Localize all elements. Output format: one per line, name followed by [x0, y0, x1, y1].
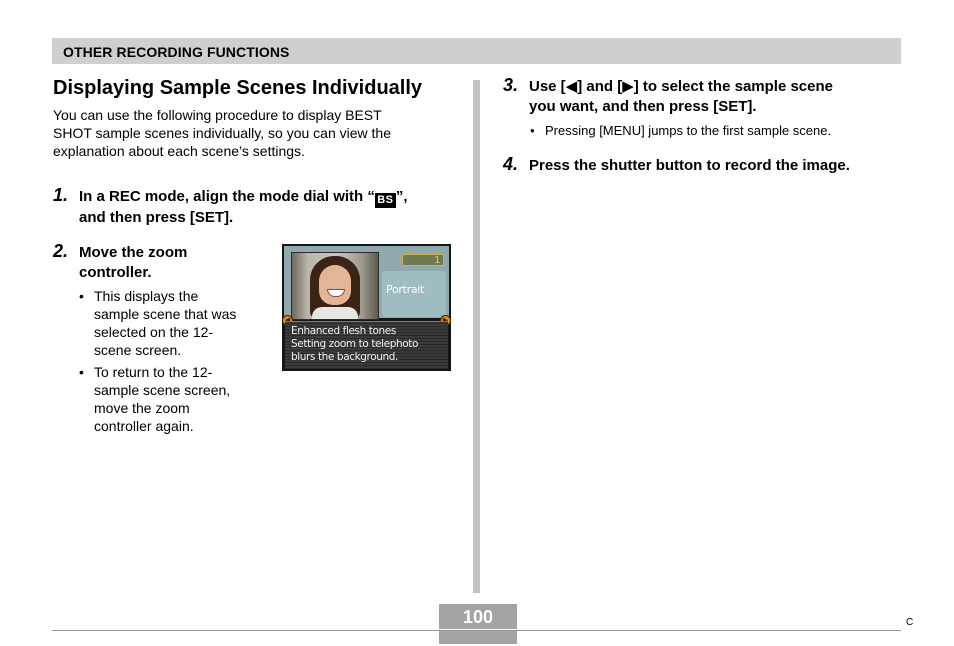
scene-description-line: Setting zoom to telephoto	[291, 338, 418, 350]
intro-line: explanation about each scene’s settings.	[53, 143, 305, 159]
step-2-bullet-1	[79, 287, 264, 359]
bullet-dot: •	[79, 288, 84, 304]
step-3-line: you want, and then press [SET].	[529, 98, 757, 115]
step-3-text	[529, 77, 901, 117]
page-number-box	[439, 604, 517, 644]
step-4-text	[529, 156, 901, 176]
step-2-line: controller.	[79, 264, 152, 281]
step-2-bullet-2	[79, 363, 264, 435]
photo-shirt	[312, 307, 358, 320]
bullet-line: scene screen.	[94, 342, 182, 358]
bullet-line: move the zoom	[94, 400, 190, 416]
step-1-line-2: and then press [SET].	[79, 209, 234, 226]
section-header-bar	[52, 38, 901, 64]
step-1-number: 1.	[53, 185, 69, 205]
corner-mark: C	[906, 617, 914, 628]
scene-description-panel	[285, 321, 448, 369]
camera-screen-top	[284, 246, 449, 318]
bullet-line: controller again.	[94, 418, 194, 434]
step-2-text	[79, 243, 269, 283]
step-2-number: 2.	[53, 241, 69, 261]
section-header-title: OTHER RECORDING FUNCTIONS	[63, 44, 290, 60]
step-1-text	[79, 187, 469, 228]
bullet-line: sample scene that was	[94, 306, 237, 322]
scene-counter: 1	[402, 254, 444, 266]
scene-description-line: Enhanced flesh tones	[291, 325, 396, 337]
bullet-line: To return to the 12-	[94, 364, 213, 380]
step-3-bullet-1	[530, 122, 901, 140]
best-shot-icon: BS	[375, 193, 396, 208]
step-4-number: 4.	[503, 154, 519, 174]
scene-name: Portrait	[386, 283, 425, 296]
intro-line: You can use the following procedure to display BEST	[53, 107, 382, 123]
bullet-line: selected on the 12-	[94, 324, 214, 340]
bullet-line: Pressing [MENU] jumps to the first sample scene.	[545, 123, 832, 138]
step-2-line: Move the zoom	[79, 244, 188, 261]
step-1-text-before: In a REC mode, align the mode dial with “	[79, 188, 375, 205]
page-title: Displaying Sample Scenes Individually	[53, 77, 423, 99]
page-number-box-bottom	[439, 631, 517, 644]
bullet-dot: •	[79, 364, 84, 380]
portrait-sample-photo	[291, 252, 379, 320]
intro-paragraph	[53, 106, 448, 160]
bullet-dot: •	[530, 123, 535, 138]
bullet-line: sample scene screen,	[94, 382, 231, 398]
step-3-line: Use [◀] and [▶] to select the sample scene	[529, 78, 833, 95]
column-divider	[473, 80, 480, 593]
photo-face	[319, 265, 351, 305]
scene-name-box	[382, 271, 446, 317]
scene-description-line: blurs the background.	[291, 351, 398, 363]
step-4-line: Press the shutter button to record the image.	[529, 157, 850, 174]
camera-screen-illustration	[282, 244, 451, 371]
step-3-number: 3.	[503, 75, 519, 95]
page-number: 100	[462, 607, 494, 627]
bullet-line: This displays the	[94, 288, 199, 304]
step-1-text-after: ”,	[395, 188, 408, 205]
intro-line: SHOT sample scenes individually, so you can view the	[53, 125, 391, 141]
